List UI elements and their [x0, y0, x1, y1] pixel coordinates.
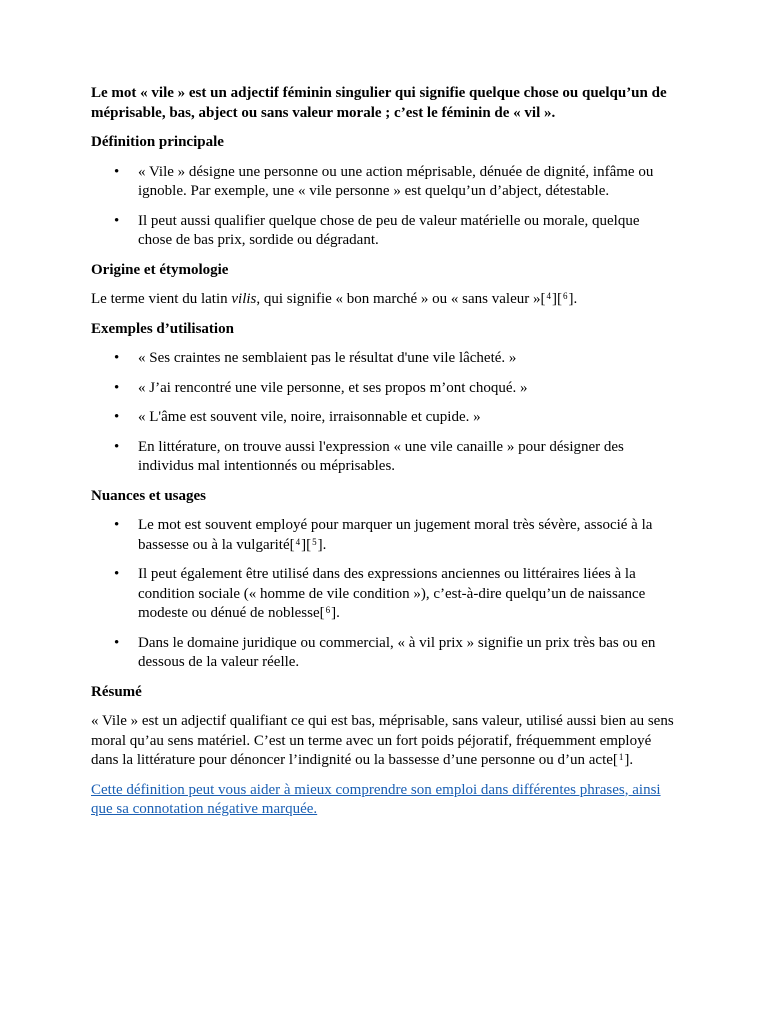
nuances-list [91, 516, 676, 673]
link-text[interactable]: Cette définition peut vous aider à mieux comprendre son emploi dans différentes phrases, ainsi que sa connotation négative marquée. [91, 781, 661, 817]
origin-text: , qui signifie « bon marché » ou « sans valeur »[ [256, 291, 546, 307]
reference-marker[interactable]: 1 [618, 752, 624, 762]
summary-text: ]. [624, 752, 634, 768]
definition-list [91, 163, 676, 251]
list-item [91, 438, 676, 477]
bullet-icon: • [114, 409, 120, 425]
reference-marker[interactable]: 6 [325, 605, 331, 615]
list-item-text: Le mot est souvent employé pour marquer un jugement moral très sévère, associé à la bassesse ou à la vulgarité[ [138, 517, 653, 553]
origin-paragraph [91, 290, 676, 310]
origin-text: Le terme vient du latin [91, 291, 232, 307]
reference-marker[interactable]: 6 [562, 291, 568, 301]
bullet-icon: • [114, 517, 120, 533]
list-item [91, 565, 676, 624]
list-item-text: « Ses craintes ne semblaient pas le résultat d'une vile lâcheté. » [138, 350, 517, 366]
list-item [91, 212, 676, 251]
reference-marker[interactable]: 4 [546, 291, 551, 301]
bullet-icon: • [114, 566, 120, 582]
list-item-text: « Vile » désigne une personne ou une action méprisable, dénuée de dignité, infâme ou ignoble. Par exemple, une « vile personne » est quelqu’un d’abject, détestable. [138, 163, 654, 199]
list-item [91, 349, 676, 369]
heading-examples: Exemples d’utilisation [91, 320, 234, 337]
list-item [91, 516, 676, 555]
bullet-icon: • [114, 163, 120, 180]
examples-list [91, 349, 676, 477]
summary-paragraph [91, 712, 676, 771]
summary-text: « Vile » est un adjectif qualifiant ce qui est bas, méprisable, sans valeur, utilisé aussi bien au sens moral qu’au sens matériel. C’est un terme avec un fort poids péjoratif, fréquemment employé dans la littérature pour dénoncer l’indignité ou la bassesse d’une personne ou d’un acte[ [91, 713, 674, 768]
heading-nuances: Nuances et usages [91, 487, 206, 504]
bullet-icon: • [114, 379, 120, 396]
bullet-icon: • [114, 212, 120, 229]
list-item [91, 408, 676, 428]
bullet-icon: • [114, 350, 120, 366]
list-item-text: ]. [317, 536, 327, 553]
list-item-text: « L'âme est souvent vile, noire, irraisonnable et cupide. » [138, 409, 481, 425]
origin-text: ][ [551, 291, 562, 307]
list-item [91, 163, 676, 202]
list-item-text: ]. [331, 605, 340, 621]
list-item-text: Il peut aussi qualifier quelque chose de peu de valeur matérielle ou morale, quelque chose de bas prix, sordide ou dégradant. [138, 212, 640, 248]
reference-marker[interactable]: 4 [295, 536, 301, 547]
heading-origin: Origine et étymologie [91, 261, 229, 278]
list-item [91, 379, 676, 399]
list-item-text: Il peut également être utilisé dans des expressions anciennes ou littéraires liées à la condition sociale (« homme de vile condition »), c’est-à-dire quelqu’un de naissance modeste ou dénué de noblesse[ [138, 566, 646, 621]
list-item-text: Dans le domaine juridique ou commercial, « à vil prix » signifie un prix très bas ou en dessous de la valeur réelle. [138, 634, 656, 670]
definition-help-link[interactable] [91, 781, 676, 820]
list-item-text: En littérature, on trouve aussi l'expression « une vile canaille » pour désigner des individus mal intentionnés ou méprisables. [138, 438, 624, 474]
heading-definition: Définition principale [91, 134, 224, 150]
heading-summary: Résumé [91, 683, 142, 700]
list-item-text: ][ [301, 536, 312, 553]
latin-word: vilis [231, 291, 257, 307]
origin-text: ]. [568, 291, 578, 307]
bullet-icon: • [114, 438, 120, 455]
reference-marker[interactable]: 5 [312, 536, 317, 547]
intro-paragraph: Le mot « vile » est un adjectif féminin singulier qui signifie quelque chose ou quelqu’un de méprisable, bas, abject ou sans valeur morale ; c’est le féminin de « vil ». [91, 85, 667, 121]
list-item [91, 634, 676, 673]
bullet-icon: • [114, 634, 120, 651]
list-item-text: « J’ai rencontré une vile personne, et ses propos m’ont choqué. » [138, 379, 528, 396]
